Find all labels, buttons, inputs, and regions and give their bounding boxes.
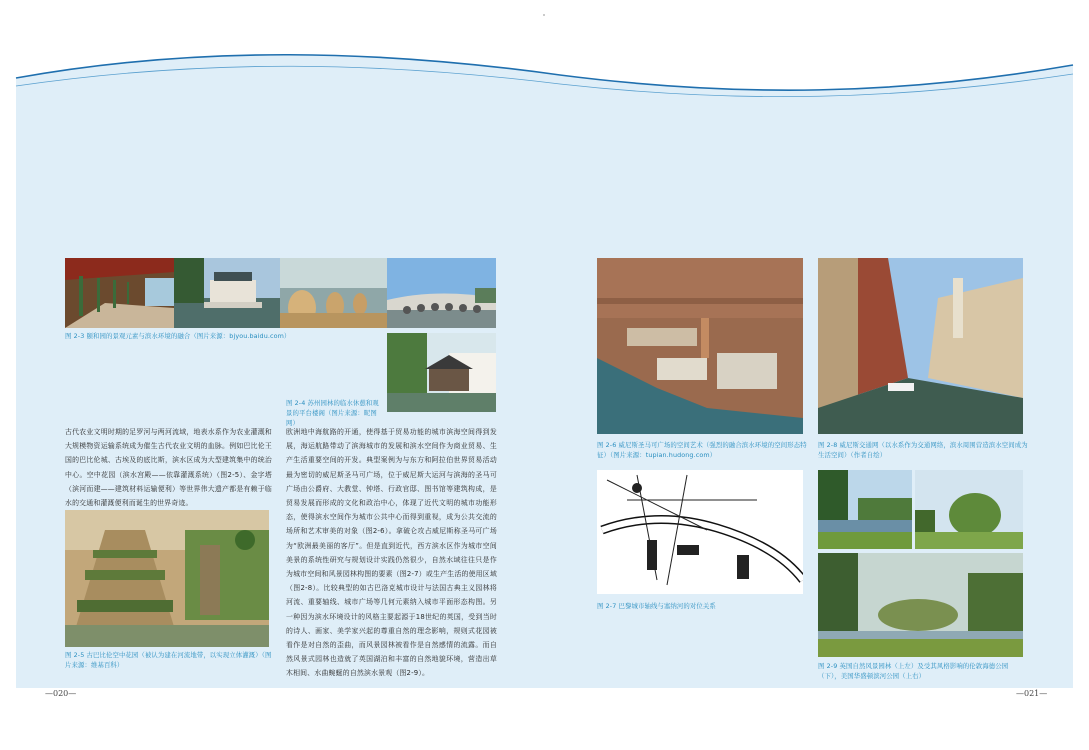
caption-fig-2-4: 图 2-4 苏州园林的临水休憩和观景的平台楼阁（图片来源：昵图网） <box>286 399 379 427</box>
caption-fig-2-3: 图 2-3 颐和园的景观元素与滨水环境的融合（图片来源：bjyou.baidu.com） <box>65 332 291 340</box>
photo-balustrade <box>280 258 387 328</box>
caption-fig-2-9: 图 2-9 英国自然风景园林（上左）及受其风格影响的伦敦海德公园（下），美国华盛顿滨河公园（上右） <box>818 662 1009 680</box>
photo-washington-riverside-park <box>915 470 1023 549</box>
caption-fig-2-6: 图 2-6 威尼斯圣马可广场的空间艺术（强烈的融合滨水环境的空间形态特征）（图片来源：tupian.hudong.com） <box>597 441 807 459</box>
map-paris-axis <box>597 470 803 594</box>
photo-venice-aerial <box>597 258 803 434</box>
top-mark <box>543 14 545 16</box>
body-column-1: 古代农业文明时期的足罗河与两河流域，地表水系作为农业灌溉和大规模物资运输系统成为催生古代农业文明的血脉。例如巴比伦王国的巴比伦城、古埃及的底比斯，滨水区成为大型建筑集中的统治中心。空中花园（滨水宫殿——依靠灌溉系统）（图2-5）、金字塔（滨河而建——建筑材料运输便利）等世界伟大遗产都是有赖于临水的交通和灌溉便利而诞生的世界奇迹。 <box>65 428 272 508</box>
photo-suzhou-garden <box>387 333 496 412</box>
page-number-left: —020— <box>45 689 77 698</box>
photo-hyde-park <box>818 553 1023 657</box>
caption-fig-2-5: 图 2-5 古巴比伦空中花园（被认为建在河流地带，以实现立体灌溉）（图片来源：维基百科） <box>65 651 272 669</box>
photo-marble-boat <box>174 258 280 328</box>
photo-seventeen-arch-bridge <box>387 258 496 328</box>
body-column-2: 欧洲地中海航路的开通，使得基于贸易功能的城市滨海空间得到发展，海运航路带动了滨海城市的发展和滨水空间作为商业贸易、生产生活重要空间的开发。典型案例为与东方和阿拉伯世界贸易活动最为密切的威尼斯圣马可广场，位于威尼斯大运河与滨海的圣马可广场由公爵府、大教堂、钟塔、行政官邸、图书馆等建筑构成，是贸易发展而形成的文化和政治中心，体现了近代文明的城市功能形态，使得滨水空间作为城市公共中心而得到重视，成为公共交流的场所和艺术审美的对象（图2-6）。拿破仑攻占威尼斯称圣马可广场为“欧洲最美丽的客厅”。但是直到近代，西方滨水区作为城市空间美景的系统性研究与规划设计实践仍然很少，自然水域往往只是作为城市空间和风景园林构图的要素（图2-7）或生产生活的使用区域（图2-8）。比较典型的如古巴洛克城市设计与法国古典主义园林将河流、重要轴线、城市广场等几何元素纳入城市平面形态构图。另一种因为滨水环境设计的风格主要起源于18世纪的英国，受到当时的诗人、画家、美学家兴起的尊重自然的理念影响，规则式花园被看作是对自然的歪曲，而风景园林被看作是自然感情的流露。而自然风景式园林也造就了英国湖泊和丰富的自然地貌环境，营造出草木相间、水曲蜿蜒的自然滨水景观（图2-9）。 <box>286 428 497 678</box>
photo-hanging-gardens <box>65 510 269 647</box>
caption-fig-2-7: 图 2-7 巴黎城市轴线与塞纳河的对位关系 <box>597 602 716 610</box>
photo-english-landscape-garden <box>818 470 912 549</box>
caption-fig-2-8: 图 2-8 威尼斯交通网（以水系作为交通网络，滨水周围营造滨水空间成为生活空间）（作者自绘） <box>818 441 1028 459</box>
page-number-right: —021— <box>1016 689 1048 698</box>
photo-long-corridor <box>65 258 174 328</box>
photo-venice-canal <box>818 258 1023 434</box>
